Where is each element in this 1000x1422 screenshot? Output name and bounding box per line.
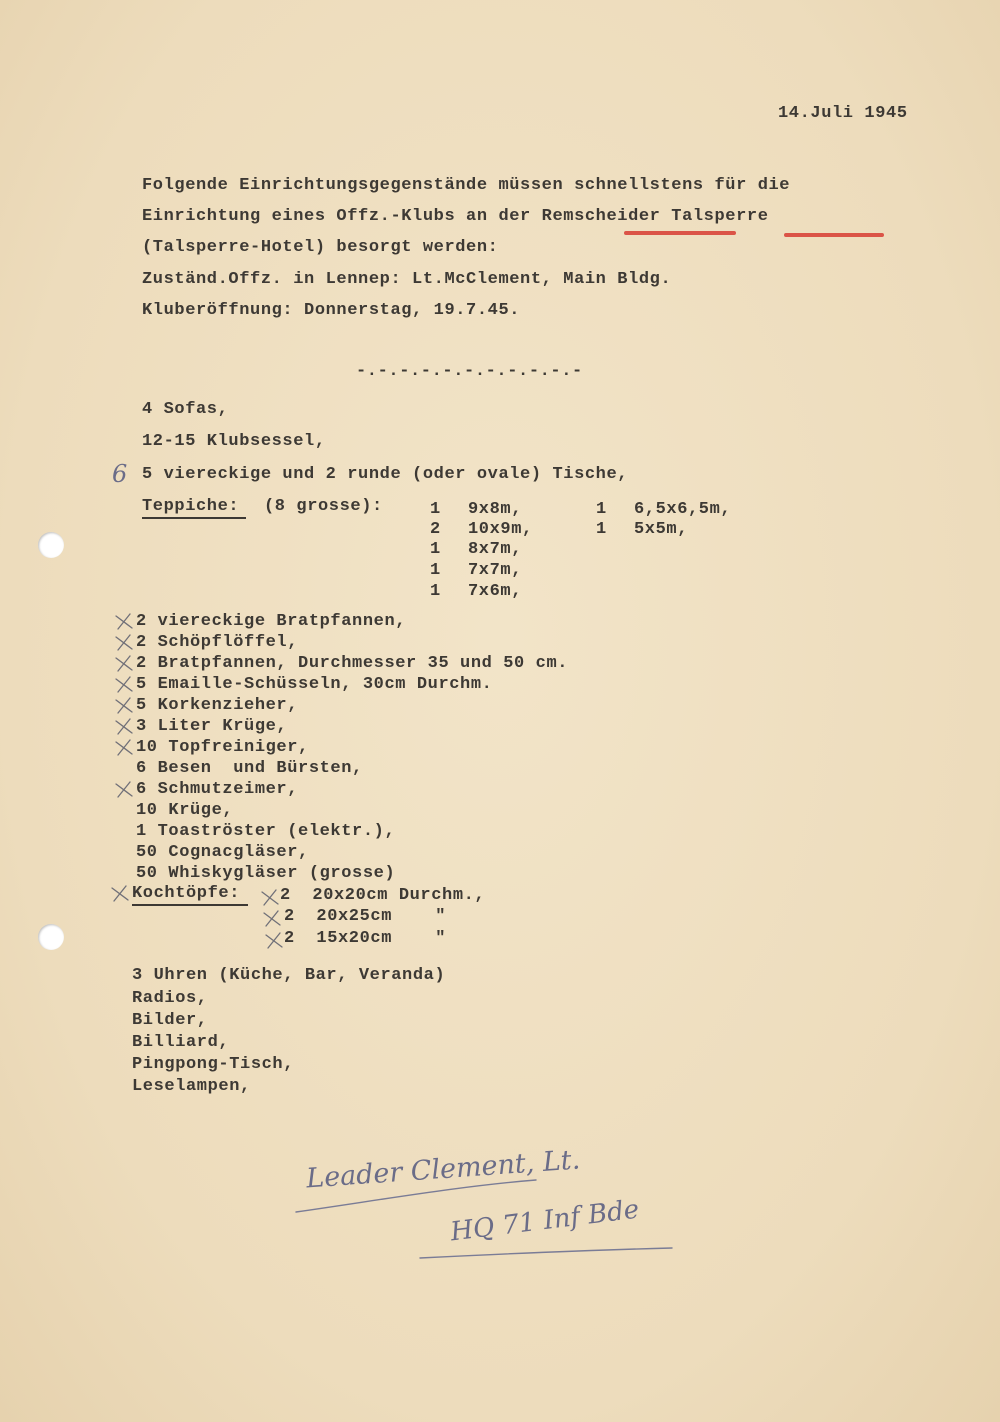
kitchen-item: 1 Toaströster (elektr.), — [136, 822, 396, 841]
teppich-size: 8x7m, — [468, 540, 523, 559]
item-leselampen: Leselampen, — [132, 1077, 251, 1096]
teppich-qty: 1 — [430, 561, 441, 580]
kochtopf-row: 2 20x25cm " — [284, 907, 447, 926]
kitchen-item: 2 Schöpflöffel, — [136, 633, 299, 652]
teppich-size: 6,5x6,5m, — [634, 500, 732, 519]
kitchen-item: 5 Emaille-Schüsseln, 30cm Durchm. — [136, 675, 493, 694]
teppich-size: 9x8m, — [468, 500, 523, 519]
intro-line-4: Zuständ.Offz. in Lennep: Lt.McClement, Main Bldg. — [142, 270, 672, 289]
teppich-qty: 2 — [430, 520, 441, 539]
intro-line-1: Folgende Einrichtungsgegenstände müssen schnellstens für die — [142, 176, 791, 195]
kitchen-item: 5 Korkenzieher, — [136, 696, 299, 715]
teppich-qty: 1 — [430, 582, 441, 601]
item-tische: 5 viereckige und 2 runde (oder ovale) Tische, — [142, 465, 629, 484]
item-billiard: Billiard, — [132, 1033, 230, 1052]
separator-line: -.-.-.-.-.-.-.-.-.-.- — [356, 362, 583, 381]
signature-unit: HQ 71 Inf Bde — [448, 1194, 641, 1248]
kitchen-item: 6 Besen und Bürsten, — [136, 759, 363, 778]
item-bilder: Bilder, — [132, 1011, 208, 1030]
teppich-qty: 1 — [430, 500, 441, 519]
intro-line-3: (Talsperre-Hotel) besorgt werden: — [142, 238, 499, 257]
teppich-size: 7x7m, — [468, 561, 523, 580]
teppich-size: 10x9m, — [468, 520, 533, 539]
kitchen-item: 50 Cognacgläser, — [136, 843, 309, 862]
kitchen-item: 6 Schmutzeimer, — [136, 780, 299, 799]
kochtoepfe-underline — [132, 904, 248, 906]
item-pingpong: Pingpong-Tisch, — [132, 1055, 295, 1074]
intro-line-5: Kluberöffnung: Donnerstag, 19.7.45. — [142, 301, 521, 320]
kochtopf-row: 2 15x20cm " — [284, 929, 447, 948]
teppich-qty: 1 — [430, 540, 441, 559]
handwritten-tische-count: 6 — [112, 460, 128, 488]
kitchen-item: 2 viereckige Bratpfannen, — [136, 612, 407, 631]
teppich-size: 7x6m, — [468, 582, 523, 601]
item-radios: Radios, — [132, 989, 208, 1008]
kitchen-item: 10 Topfreiniger, — [136, 738, 309, 757]
kitchen-item: 10 Krüge, — [136, 801, 234, 820]
kochtopf-row: 2 20x20cm Durchm., — [280, 886, 486, 905]
kitchen-item: 3 Liter Krüge, — [136, 717, 288, 736]
teppich-qty: 1 — [596, 500, 607, 519]
intro-line-2: Einrichtung eines Offz.-Klubs an der Remscheider Talsperre — [142, 207, 769, 226]
item-uhren: 3 Uhren (Küche, Bar, Veranda) — [132, 966, 446, 985]
letter-date: 14.Juli 1945 — [778, 104, 908, 123]
teppich-qty: 1 — [596, 520, 607, 539]
item-sofas: 4 Sofas, — [142, 400, 229, 419]
teppiche-label: Teppiche: — [142, 497, 240, 516]
kitchen-item: 2 Bratpfannen, Durchmesser 35 und 50 cm. — [136, 654, 569, 673]
teppich-size: 5x5m, — [634, 520, 689, 539]
signature-name: Leader Clement, Lt. — [305, 1144, 582, 1195]
kochtoepfe-label: Kochtöpfe: — [132, 884, 241, 903]
teppiche-note: (8 grosse): — [264, 497, 383, 516]
kitchen-item: 50 Whiskygläser (grosse) — [136, 864, 396, 883]
item-klubsessel: 12-15 Klubsessel, — [142, 432, 326, 451]
